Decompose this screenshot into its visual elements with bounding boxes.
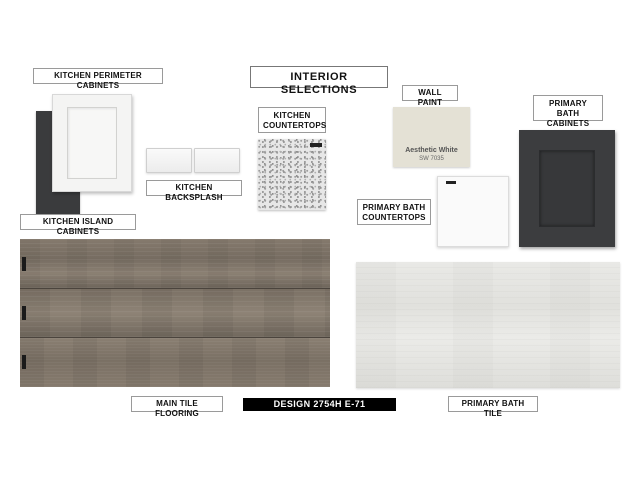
label-wall-paint: WALL PAINT (402, 85, 458, 101)
sample-tag (22, 257, 26, 271)
sample-tag (22, 355, 26, 369)
cabinet-door-panel (539, 150, 595, 227)
sample-tag (310, 143, 322, 147)
label-primary-bath-countertops-line2: COUNTERTOPS (362, 213, 426, 222)
primary-bath-cabinet-sample (519, 130, 615, 247)
selection-board (0, 50, 640, 420)
kitchen-countertop-sample (258, 139, 326, 210)
label-kitchen-countertops-line1: KITCHEN (273, 111, 311, 120)
label-primary-bath-countertops (357, 199, 431, 225)
backsplash-tile-right (194, 148, 240, 173)
floor-plank (20, 239, 330, 288)
sample-tag (446, 181, 456, 184)
label-kitchen-island-cabinets: KITCHEN ISLAND CABINETS (20, 214, 136, 230)
main-tile-flooring-sample (20, 239, 330, 387)
label-kitchen-countertops-line2: COUNTERTOPS (263, 121, 327, 130)
wall-paint-swatch (393, 107, 470, 167)
primary-bath-tile-sample (356, 262, 620, 388)
label-main-tile-flooring: MAIN TILE FLOORING (131, 396, 223, 412)
floor-plank (20, 289, 330, 337)
label-primary-bath-tile: PRIMARY BATH TILE (448, 396, 538, 412)
board-title: INTERIOR SELECTIONS (250, 66, 388, 88)
label-primary-bath-cabinets-line2: CABINETS (546, 119, 590, 128)
primary-bath-countertop-sample (437, 176, 509, 247)
paint-code: SW 7035 (419, 156, 444, 162)
paint-name: Aesthetic White (405, 147, 458, 154)
backsplash-tile-left (146, 148, 192, 173)
floor-plank (20, 338, 330, 387)
label-kitchen-perimeter-cabinets: KITCHEN PERIMETER CABINETS (33, 68, 163, 84)
label-kitchen-backsplash: KITCHEN BACKSPLASH (146, 180, 242, 196)
cabinet-door-panel (67, 107, 117, 179)
kitchen-perimeter-cabinet-sample (52, 94, 132, 192)
design-number-label: DESIGN 2754H E-71 (243, 398, 396, 411)
label-kitchen-countertops (258, 107, 326, 133)
label-primary-bath-cabinets-line1: PRIMARY BATH (549, 99, 587, 118)
sample-tag (22, 306, 26, 320)
label-primary-bath-countertops-line1: PRIMARY BATH (362, 203, 426, 212)
label-primary-bath-cabinets (533, 95, 603, 128)
